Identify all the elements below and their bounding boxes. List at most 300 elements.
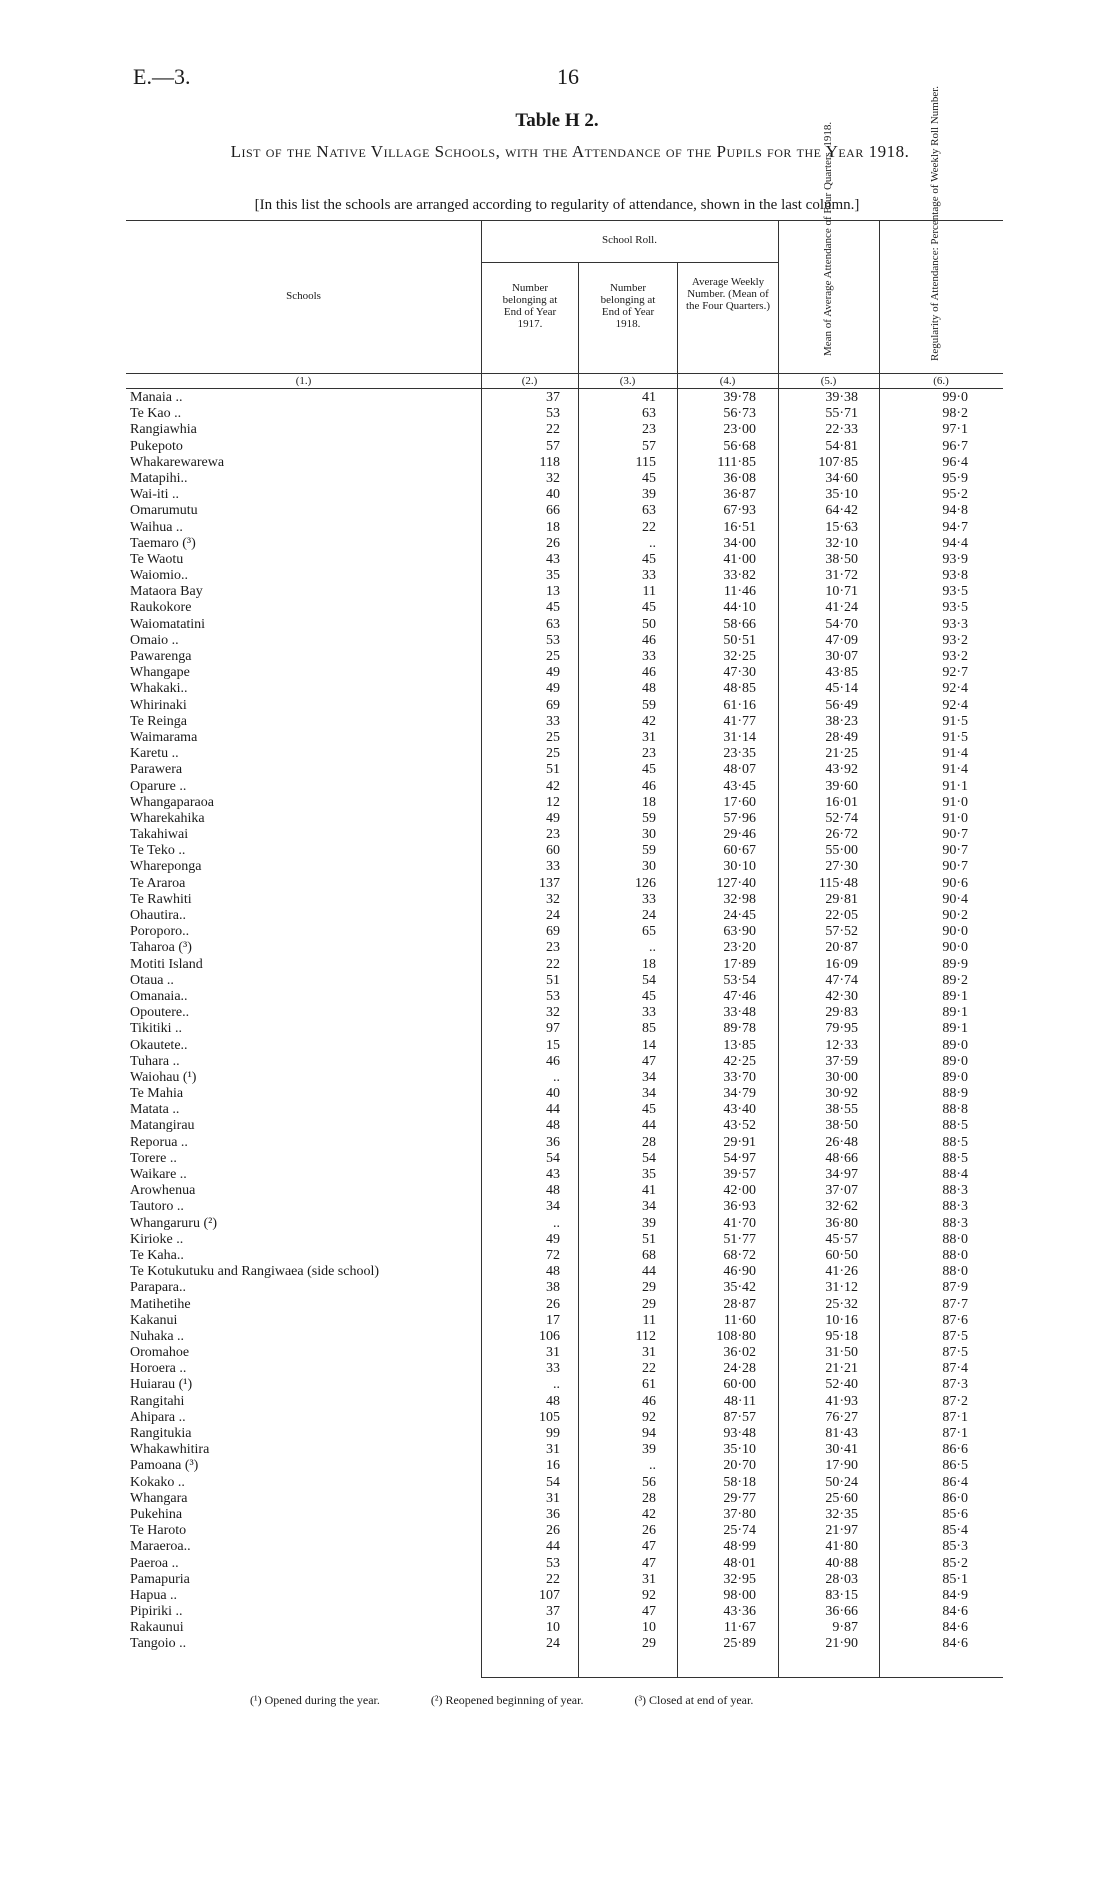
school-name: Waiomio..: [130, 568, 188, 584]
average-attendance: 31·72: [825, 568, 858, 584]
roll-1918: ..: [649, 1458, 656, 1474]
regularity: 90·7: [942, 859, 968, 875]
regularity: 84·6: [942, 1620, 968, 1636]
school-name: Taharoa (³): [130, 940, 192, 956]
average-weekly: 68·72: [723, 1247, 756, 1263]
table-note: [In this list the schools are arranged according to regularity of attendance, shown in the last column.]: [254, 197, 860, 213]
average-attendance: 21·25: [825, 746, 858, 762]
table-row: [126, 487, 1003, 503]
table-row: [126, 1183, 1003, 1199]
average-weekly: 23·35: [723, 746, 756, 762]
school-name: Pamoana (³): [130, 1458, 199, 1474]
school-name: Manaia ..: [130, 390, 183, 405]
roll-1917: 42: [546, 778, 560, 794]
roll-1917: 63: [546, 616, 560, 632]
roll-1918: 59: [642, 697, 656, 713]
average-weekly: 36·08: [723, 470, 756, 486]
school-name: Whakarewarewa: [130, 454, 225, 470]
school-name: Kirioke ..: [130, 1231, 184, 1247]
average-attendance: 56·49: [825, 697, 858, 713]
average-weekly: 48·11: [723, 1393, 756, 1409]
roll-1917: 66: [546, 503, 560, 519]
roll-1917: ..: [553, 1215, 560, 1231]
regularity: 93·9: [942, 551, 968, 567]
average-attendance: 35·10: [825, 487, 858, 503]
average-weekly: 11·67: [723, 1620, 756, 1636]
roll-1918: 41: [642, 390, 656, 405]
table-row: [126, 779, 1003, 795]
regularity: 84·6: [942, 1604, 968, 1620]
regularity: 89·1: [942, 1005, 968, 1021]
table-row: [126, 1361, 1003, 1377]
average-weekly: 44·10: [723, 600, 756, 616]
col4-number: (4.): [719, 375, 736, 387]
roll-1917: 37: [546, 1604, 560, 1620]
roll-1918: 45: [642, 600, 656, 616]
average-weekly: 24·45: [723, 908, 756, 923]
roll-1918: 24: [642, 908, 656, 923]
school-name: Parapara..: [130, 1280, 186, 1296]
roll-1918: 92: [642, 1409, 656, 1425]
table-row: [126, 1151, 1003, 1167]
average-weekly: 61·16: [723, 697, 756, 713]
school-name: Te Mahia: [130, 1086, 184, 1102]
roll-1918: 18: [642, 794, 656, 810]
regularity: 90·4: [942, 891, 968, 907]
school-name: Te Kotukutuku and Rangiwaea (side school): [130, 1264, 380, 1280]
table-row: [126, 795, 1003, 811]
average-weekly: 32·95: [723, 1571, 756, 1587]
table-row: [126, 1199, 1003, 1215]
roll-1918: 31: [642, 729, 656, 745]
schools-header: Schools: [286, 290, 321, 302]
document-code: E.—3.: [133, 64, 191, 89]
average-weekly: 48·85: [723, 681, 756, 697]
regularity: 85·2: [942, 1555, 968, 1571]
regularity: 88·0: [942, 1231, 968, 1247]
regularity: 89·9: [942, 956, 968, 972]
average-weekly: 35·10: [723, 1442, 756, 1458]
school-name: Nuhaka ..: [130, 1328, 185, 1344]
school-name: Ohautira..: [130, 908, 186, 923]
roll-1918: 44: [642, 1264, 656, 1280]
roll-1917: 24: [546, 1636, 560, 1652]
average-weekly: 57·96: [723, 810, 756, 826]
school-name: Takahiwai: [130, 827, 189, 843]
roll-1918: 11: [642, 1312, 656, 1328]
roll-1918: 48: [642, 681, 656, 697]
average-weekly: 25·89: [723, 1636, 756, 1652]
average-attendance: 31·50: [825, 1345, 858, 1361]
school-name: Whangara: [130, 1490, 188, 1506]
average-attendance: 95·18: [825, 1328, 858, 1344]
roll-1917: 13: [546, 584, 560, 600]
average-attendance: 107·85: [818, 454, 858, 470]
school-name: Te Haroto: [130, 1523, 187, 1539]
average-attendance: 36·66: [825, 1604, 858, 1620]
average-attendance: 43·85: [825, 665, 858, 681]
regularity: 84·6: [942, 1636, 968, 1652]
roll-1918: 10: [642, 1620, 656, 1636]
roll-1918: 92: [642, 1587, 656, 1603]
roll-1917: 51: [546, 972, 560, 988]
average-attendance: 17·90: [825, 1458, 858, 1474]
average-weekly: 89·78: [723, 1021, 756, 1037]
average-attendance: 39·38: [825, 390, 858, 405]
col6-header: Regularity of Attendance: Percentage of Weekly Roll Number.: [929, 85, 941, 361]
regularity: 87·5: [942, 1328, 968, 1344]
roll-1917: 118: [539, 454, 560, 470]
average-weekly: 41·77: [723, 713, 756, 729]
average-attendance: 52·74: [825, 810, 858, 826]
regularity: 94·7: [942, 519, 968, 535]
table-row: [126, 1507, 1003, 1523]
table-row: [126, 520, 1003, 536]
roll-1917: 99: [546, 1426, 560, 1441]
roll-1917: 16: [546, 1458, 560, 1474]
regularity: 88·8: [942, 1102, 968, 1118]
roll-1918: 22: [642, 519, 656, 535]
table-row: [126, 1264, 1003, 1280]
average-weekly: 41·00: [723, 551, 756, 567]
roll-1918: 50: [642, 616, 656, 632]
col6-number: (6.): [933, 375, 949, 387]
school-name: Waiohau (¹): [130, 1069, 197, 1085]
table-row: [126, 1539, 1003, 1555]
average-attendance: 27·30: [825, 859, 858, 875]
roll-1917: 32: [546, 1005, 560, 1021]
school-name: Tautoro ..: [130, 1199, 184, 1215]
regularity: 85·3: [942, 1539, 968, 1555]
school-name: Reporua ..: [130, 1134, 188, 1150]
average-attendance: 47·09: [825, 632, 858, 648]
table-subtitle: List of the Native Village Schools, with the Attendance of the Pupils for the Year 1918.: [230, 142, 910, 161]
average-weekly: 48·07: [723, 762, 756, 778]
average-weekly: 56·68: [723, 438, 756, 454]
roll-1917: 12: [546, 794, 560, 810]
roll-1917: 24: [546, 908, 560, 923]
table-bottom-rule: [481, 1677, 1003, 1678]
average-attendance: 28·03: [825, 1571, 858, 1587]
table-row: [126, 1523, 1003, 1539]
roll-1917: 53: [546, 406, 560, 422]
school-name: Waiomatatini: [130, 616, 206, 632]
roll-1917: 15: [546, 1037, 560, 1053]
school-name: Raukokore: [130, 600, 192, 616]
regularity: 93·5: [942, 584, 968, 600]
table-row: [126, 1021, 1003, 1037]
average-attendance: 9·87: [832, 1620, 858, 1636]
regularity: 91·0: [942, 810, 968, 826]
regularity: 86·5: [942, 1458, 968, 1474]
table-row: [126, 1038, 1003, 1054]
regularity: 85·1: [942, 1571, 968, 1587]
roll-1918: 54: [642, 972, 656, 988]
average-weekly: 29·46: [723, 827, 756, 843]
average-attendance: 41·24: [825, 600, 858, 616]
col5-number: (5.): [820, 375, 837, 387]
roll-1918: 47: [642, 1555, 656, 1571]
average-attendance: 34·97: [825, 1167, 858, 1182]
regularity: 91·5: [942, 713, 968, 729]
roll-1917: 32: [546, 891, 560, 907]
school-name: Omarumutu: [130, 503, 198, 519]
footnotes: [250, 1693, 801, 1708]
average-weekly: 33·82: [723, 568, 756, 584]
roll-1918: 11: [642, 584, 656, 600]
table-row: [126, 1070, 1003, 1086]
roll-1917: 46: [546, 1053, 560, 1069]
roll-1917: 48: [546, 1393, 560, 1409]
school-name: Maraeroa..: [130, 1539, 191, 1555]
roll-1918: 47: [642, 1604, 656, 1620]
average-weekly: 43·40: [723, 1102, 756, 1118]
table-row: [126, 422, 1003, 438]
roll-1917: 69: [546, 697, 560, 713]
table-row: [126, 390, 1003, 406]
table-row: [126, 957, 1003, 973]
regularity: 88·3: [942, 1215, 968, 1231]
roll-1918: 39: [642, 1215, 656, 1231]
average-attendance: 52·40: [825, 1377, 858, 1393]
regularity: 95·9: [942, 470, 968, 486]
roll-1918: 46: [642, 778, 656, 794]
regularity: 88·3: [942, 1183, 968, 1199]
roll-1917: 23: [546, 940, 560, 956]
average-weekly: 30·10: [723, 859, 756, 875]
roll-1918: 47: [642, 1539, 656, 1555]
average-weekly: 28·87: [723, 1296, 756, 1312]
average-weekly: 51·77: [723, 1231, 756, 1247]
table-row: [126, 439, 1003, 455]
roll-1918: 26: [642, 1523, 656, 1539]
average-attendance: 21·90: [825, 1636, 858, 1652]
average-weekly: 17·89: [723, 956, 756, 972]
table-row: [126, 1329, 1003, 1345]
regularity: 91·0: [942, 794, 968, 810]
table-row: [126, 714, 1003, 730]
average-weekly: 36·02: [723, 1345, 756, 1361]
average-attendance: 32·35: [825, 1506, 858, 1522]
school-name: Kokako ..: [130, 1474, 185, 1490]
average-attendance: 16·09: [825, 956, 858, 972]
average-attendance: 115·48: [818, 875, 858, 891]
roll-1917: ..: [553, 1377, 560, 1393]
regularity: 94·4: [942, 535, 968, 551]
average-weekly: 43·45: [723, 778, 756, 794]
average-attendance: 30·41: [825, 1442, 858, 1458]
roll-1918: 56: [642, 1474, 656, 1490]
school-name: Rakaunui: [130, 1620, 184, 1636]
table-row: [126, 600, 1003, 616]
roll-1918: 28: [642, 1490, 656, 1506]
average-attendance: 45·57: [825, 1231, 858, 1247]
school-name: Whareponga: [130, 859, 202, 875]
regularity: 87·1: [942, 1426, 968, 1441]
roll-1918: 85: [642, 1021, 656, 1037]
page-number: 16: [557, 64, 579, 89]
average-attendance: 43·92: [825, 762, 858, 778]
average-attendance: 32·10: [825, 535, 858, 551]
table-top-rule: [126, 220, 1003, 221]
header-mid-rule: [126, 373, 1003, 374]
school-name: Matapihi..: [130, 470, 188, 486]
school-name: Ahipara ..: [130, 1409, 186, 1425]
average-attendance: 28·49: [825, 729, 858, 745]
roll-1917: 22: [546, 1571, 560, 1587]
roll-1917: 40: [546, 487, 560, 503]
roll-1918: 28: [642, 1134, 656, 1150]
roll-1918: 112: [635, 1328, 656, 1344]
average-weekly: 93·48: [723, 1426, 756, 1441]
roll-1918: 59: [642, 843, 656, 859]
school-name: Tuhara ..: [130, 1053, 180, 1069]
roll-1918: 65: [642, 924, 656, 940]
average-weekly: 33·70: [723, 1069, 756, 1085]
regularity: 92·7: [942, 665, 968, 681]
roll-1917: 36: [546, 1134, 560, 1150]
average-attendance: 32·62: [825, 1199, 858, 1215]
average-attendance: 10·16: [825, 1312, 858, 1328]
roll-1917: 48: [546, 1118, 560, 1134]
average-weekly: 23·20: [723, 940, 756, 956]
roll-1918: 61: [642, 1377, 656, 1393]
roll-1918: 63: [642, 503, 656, 519]
school-name: Whakaki..: [130, 681, 188, 697]
col3-number: (3.): [619, 375, 636, 387]
average-attendance: 54·70: [825, 616, 858, 632]
average-attendance: 30·07: [825, 649, 858, 664]
regularity: 88·0: [942, 1264, 968, 1280]
school-name: Torere ..: [130, 1150, 177, 1166]
regularity: 94·8: [942, 503, 968, 519]
roll-1917: 17: [546, 1312, 560, 1328]
table-row: [126, 924, 1003, 940]
regularity: 89·0: [942, 1069, 968, 1085]
roll-1918: 34: [642, 1069, 656, 1085]
average-attendance: 10·71: [825, 584, 858, 600]
average-attendance: 30·00: [825, 1069, 858, 1085]
roll-1917: 26: [546, 535, 560, 551]
roll-1917: 49: [546, 665, 560, 681]
average-attendance: 39·60: [825, 778, 858, 794]
table-row: [126, 1345, 1003, 1361]
roll-1917: 36: [546, 1506, 560, 1522]
table-row: [126, 762, 1003, 778]
roll-1918: 63: [642, 406, 656, 422]
average-weekly: 24·28: [723, 1361, 756, 1377]
average-attendance: 25·60: [825, 1490, 858, 1506]
roll-1917: 49: [546, 681, 560, 697]
roll-1917: 22: [546, 956, 560, 972]
roll-1917: 26: [546, 1296, 560, 1312]
roll-1917: 10: [546, 1620, 560, 1636]
col2-header: Number belonging at End of Year 1917.: [502, 282, 558, 330]
roll-1918: 35: [642, 1167, 656, 1182]
roll-1917: 18: [546, 519, 560, 535]
average-attendance: 38·23: [825, 713, 858, 729]
roll-1917: 25: [546, 729, 560, 745]
school-name: Tikitiki ..: [130, 1021, 183, 1037]
regularity: 87·6: [942, 1312, 968, 1328]
school-name: Pawarenga: [130, 649, 192, 664]
roll-1917: 34: [546, 1199, 560, 1215]
average-attendance: 12·33: [825, 1037, 858, 1053]
roll-1918: 30: [642, 859, 656, 875]
average-attendance: 47·74: [825, 972, 858, 988]
regularity: 87·7: [942, 1296, 968, 1312]
roll-1918: 54: [642, 1150, 656, 1166]
table-row: [126, 681, 1003, 697]
average-weekly: 60·00: [723, 1377, 756, 1393]
table-row: [126, 1232, 1003, 1248]
average-attendance: 37·07: [825, 1183, 858, 1199]
roll-1917: 31: [546, 1345, 560, 1361]
table-row: [126, 908, 1003, 924]
school-name: Okautete..: [130, 1037, 188, 1053]
average-weekly: 35·42: [723, 1280, 756, 1296]
school-name: Matangirau: [130, 1118, 195, 1134]
table-row: [126, 665, 1003, 681]
table-row: [126, 617, 1003, 633]
roll-1918: 14: [642, 1037, 656, 1053]
roll-1917: 40: [546, 1086, 560, 1102]
roll-1917: 43: [546, 551, 560, 567]
roll-1918: 94: [642, 1426, 656, 1441]
average-weekly: 34·79: [723, 1086, 756, 1102]
school-name: Oparure ..: [130, 778, 187, 794]
roll-1917: 23: [546, 827, 560, 843]
average-weekly: 39·78: [723, 390, 756, 405]
roll-1917: 31: [546, 1490, 560, 1506]
average-weekly: 13·85: [723, 1037, 756, 1053]
col1-number: (1.): [295, 375, 312, 387]
average-attendance: 55·71: [825, 406, 858, 422]
average-weekly: 29·77: [723, 1490, 756, 1506]
roll-1918: 29: [642, 1296, 656, 1312]
roll-1917: 54: [546, 1474, 560, 1490]
roll-1918: 23: [642, 746, 656, 762]
roll-1918: 45: [642, 988, 656, 1004]
average-attendance: 38·55: [825, 1102, 858, 1118]
average-attendance: 64·42: [825, 503, 858, 519]
regularity: 91·5: [942, 729, 968, 745]
roll-1918: 33: [642, 649, 656, 664]
roll-1918: 45: [642, 1102, 656, 1118]
school-roll-header: School Roll.: [601, 234, 657, 246]
table-row: [126, 1313, 1003, 1329]
footnote-opened: (¹) Opened during the year.: [250, 1693, 380, 1707]
roll-1917: 49: [546, 810, 560, 826]
table-body: [126, 390, 1003, 1653]
col5-header: Mean of Average Attendance of Four Quarters, 1918.: [822, 121, 834, 356]
table-row: [126, 973, 1003, 989]
table-row: [126, 406, 1003, 422]
school-name: Whirinaki: [130, 697, 187, 713]
school-name: Parawera: [130, 762, 183, 778]
average-attendance: 31·12: [825, 1280, 858, 1296]
roll-1917: 97: [546, 1021, 560, 1037]
regularity: 88·5: [942, 1118, 968, 1134]
regularity: 90·6: [942, 875, 968, 891]
roll-1917: 43: [546, 1167, 560, 1182]
table-row: [126, 552, 1003, 568]
roll-1918: 34: [642, 1086, 656, 1102]
average-weekly: 11·46: [723, 584, 756, 600]
average-attendance: 22·33: [825, 422, 858, 438]
average-weekly: 36·93: [723, 1199, 756, 1215]
roll-1917: 32: [546, 470, 560, 486]
